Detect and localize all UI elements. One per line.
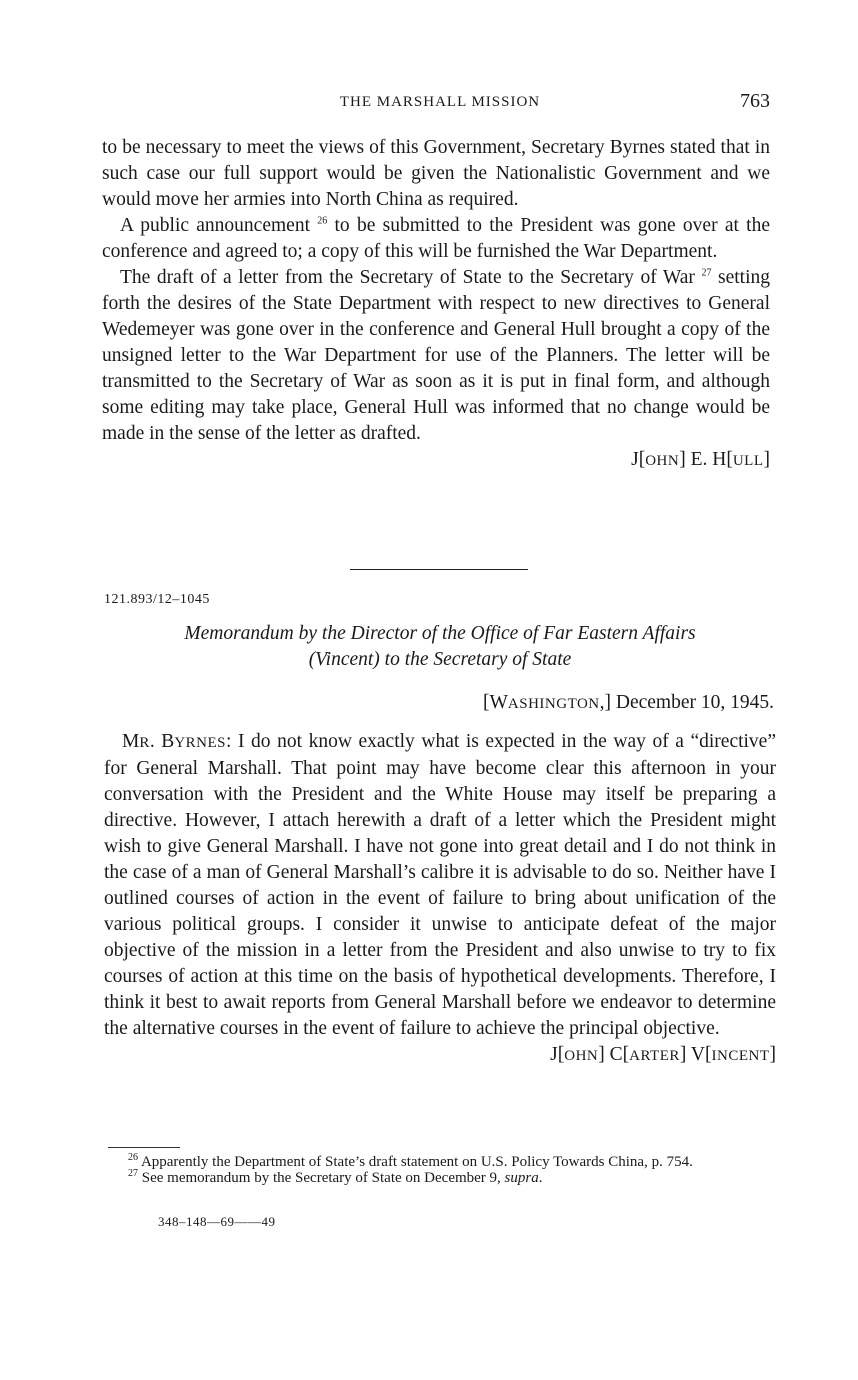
file-number: 121.893/12–1045 [104,592,210,607]
title-line: Memorandum by the Director of the Office of Far Eastern Affairs [184,623,696,644]
signature-part: J[ [550,1044,565,1065]
running-head [102,90,778,120]
dateline-part: ,] December 10, 1945. [599,692,774,713]
signature-part: ] V[ [679,1044,712,1065]
paragraph-text: : I do not know exactly what is expected in the way of a “directive” for General Marshall. That point may have become clear this afternoon in your conversation with the President and the White House may itself be preparing a directive. However, I attach herewith a draft of a letter which the President might wish to give General Marshall. I have not gone into great detail and I do not think in the case of a man of General Marshall’s calibre it is advisable to do so. Neither have I outlined courses of action in the event of failure to bring about unification of the various political groups. I consider it unwise to anticipate defeat of the major objective of the mission in a letter from the President and also unwise to try to fix courses of action at this time on the basis of hypothetical developments. Therefore, I think it best to await reports from General Marshall before we endeavor to determine the alternative courses in the event of failure to achieve the principal objective. [104,731,776,1039]
paragraph-text: A public announcement [120,215,310,236]
signature [102,447,770,474]
dateline-part: [W [483,692,508,713]
footnote [106,1154,778,1170]
paragraph-text: to be submitted to the President was gone over at the conference and agreed to; a copy of this will be furnished the War Department. [102,215,770,262]
signature-part: J[ [631,449,646,470]
footnote-text: See memorandum by the Secretary of State on December 9, [141,1170,505,1186]
footnote-text: Apparently the Department of State’s draft statement on U.S. Policy Towards China, p. 754. [140,1154,693,1170]
signature-part: OHN [564,1048,599,1064]
salutation-part: YRNES [174,735,226,751]
footnote-number: 26 [128,1152,138,1163]
paragraph-text: The draft of a letter from the Secretary of State to the Secretary of War [120,267,695,288]
dateline [483,692,774,714]
paragraph [104,729,776,1042]
paragraph [102,265,770,447]
page-number: 763 [740,90,770,112]
title-line: (Vincent) to the Secretary of State [308,649,572,670]
running-title: THE MARSHALL MISSION [339,94,541,110]
signature-part: ARTER [629,1048,680,1064]
footnote-text: . [538,1170,543,1186]
footnotes [106,1147,778,1186]
footnote [106,1170,778,1186]
footnote-text: supra [504,1170,539,1186]
paragraph-text: setting forth the desires of the State Department with respect to new directives to General Wedemeyer was gone over in the conference and General Hull brought a copy of the unsigned letter to the War Department for use of the Planners. The letter will be transmitted to the Secretary of War as soon as it is put in final form, and although some editing may take place, General Hull was informed that no change would be made in the sense of the letter as drafted. [102,267,771,444]
signature [104,1042,776,1069]
salutation-part: M [122,731,140,752]
signature-part: INCENT [711,1048,770,1064]
signature-part: ] [769,1044,776,1065]
signature-part: ULL [732,453,764,469]
signature-part: OHN [645,453,680,469]
section-divider [350,569,528,570]
memorandum-body [104,729,776,1069]
signature-part: ] E. H[ [679,449,733,470]
footnote-ref: 26 [317,215,328,227]
dateline-part: ASHINGTON [507,696,600,712]
printer-code: 348–148—69——49 [158,1214,276,1229]
footnote-rule [108,1147,180,1148]
signature-part: ] [763,449,770,470]
footnote-ref: 27 [701,267,712,279]
footnote-number: 27 [128,1168,138,1179]
paragraph: to be necessary to meet the views of this Government, Secretary Byrnes stated that in such case our full support would be given the Nationalistic Government and we would move her armies into North China as required. [102,137,770,210]
salutation-part: . B [149,731,175,752]
salutation-part: R [139,735,150,751]
continued-text-section [102,135,770,474]
paragraph [102,213,770,265]
signature-part: ] C[ [598,1044,630,1065]
document-title [102,621,778,673]
